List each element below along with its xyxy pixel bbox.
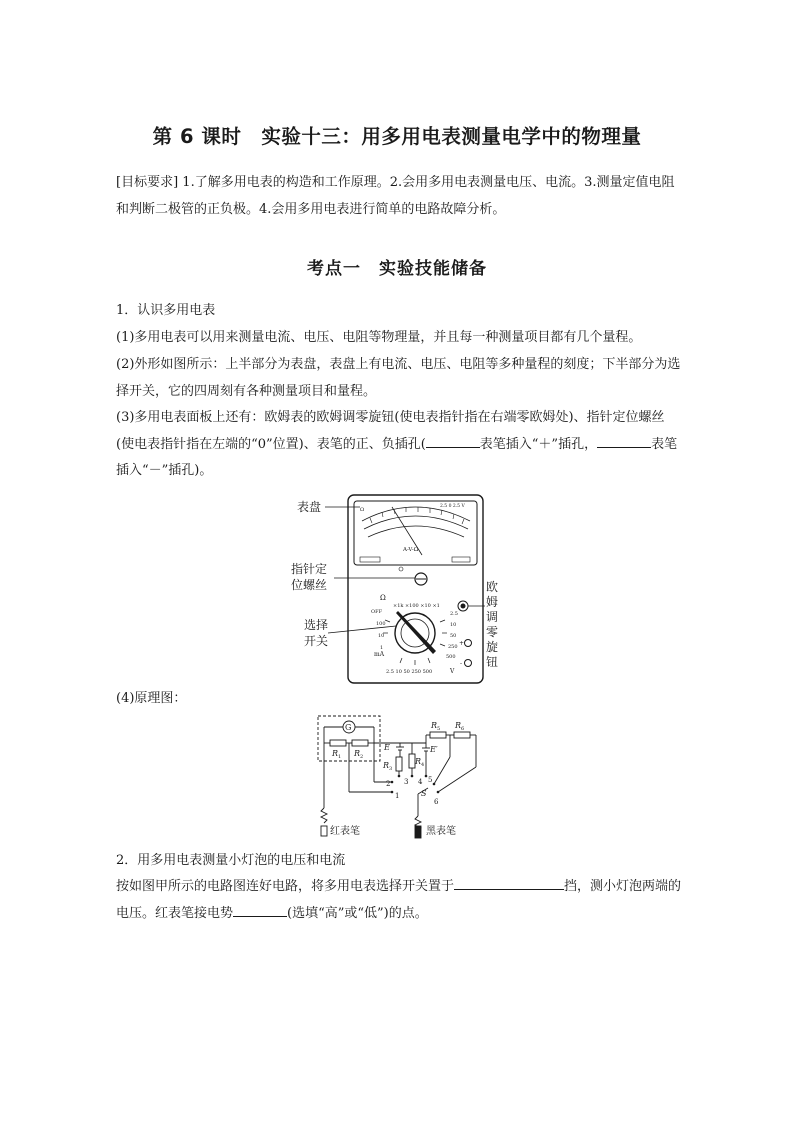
dial-right-label: 2.5 0 2.5 V xyxy=(440,504,465,509)
r6-sub: 6 xyxy=(461,726,465,732)
s2-p1-a: 按如图甲所示的电路图连好电路，将多用电表选择开关置于 xyxy=(116,879,455,894)
goal-paragraph xyxy=(116,170,682,223)
off-label: OFF xyxy=(371,609,383,615)
v-label: V xyxy=(450,668,455,675)
s2-p1-c: (选填“高”或“低”)的点。 xyxy=(287,905,428,921)
page-title: 第 6 课时 实验十三：用多用电表测量电学中的物理量 xyxy=(152,125,642,148)
num-2: 2 xyxy=(386,780,391,788)
black-probe xyxy=(415,826,421,838)
plus-jack xyxy=(465,640,472,647)
label-knob-4: 旋 xyxy=(486,640,499,654)
label-dial: 表盘 xyxy=(297,500,322,514)
circuit-figure xyxy=(310,712,490,840)
minus-label: - xyxy=(460,660,463,667)
r3-sub: 3 xyxy=(389,766,393,772)
label-knob-0: 欧 xyxy=(486,580,499,594)
num-4: 4 xyxy=(418,778,423,786)
s1-p4: (4)原理图： xyxy=(116,691,187,706)
left-scale-1: 1 xyxy=(380,645,384,651)
num-3: 3 xyxy=(404,778,409,786)
resistor-r5 xyxy=(430,732,446,738)
r1-sub: 1 xyxy=(338,754,342,760)
s2-p1-b: 挡，测小灯泡两端的电压。红表笔接电势 xyxy=(116,879,682,921)
num-6: 6 xyxy=(434,798,439,806)
s1-p3-c: 表笔插入“－”插孔)。 xyxy=(116,436,678,478)
r1-label: R xyxy=(332,749,339,758)
meter-dial xyxy=(354,501,477,565)
resistor-r2 xyxy=(352,740,368,746)
g-label: G xyxy=(345,723,352,732)
blank-1 xyxy=(426,433,480,448)
s1-p3 xyxy=(116,405,682,485)
r3-label: R xyxy=(383,761,390,770)
black-probe-label: 黑表笔 xyxy=(426,826,456,837)
bottom-scale: 2.5 10 50 250 500 xyxy=(386,669,433,675)
blank-3 xyxy=(454,875,564,890)
right-scale-1: 2.5 xyxy=(450,611,458,617)
omega-symbol: Ω xyxy=(380,594,386,602)
label-screw-2: 位螺丝 xyxy=(291,578,328,592)
e2-label: E′ xyxy=(430,745,438,754)
s1-p2: (2)外形如图所示：上半部分为表盘，表盘上有电流、电压、电阻等多种量程的刻度；下半部分为选择开关，它的四周刻有各种测量项目和量程。 xyxy=(116,357,681,399)
dial-left-label: Ω xyxy=(360,507,365,513)
goal-text: 1.了解多用电表的构造和工作原理。2.会用多用电表测量电压、电流。3.测量定值电阻和判断二极管的正负极。4.会用多用电表进行简单的电路故障分析。 xyxy=(116,175,675,217)
minus-jack xyxy=(465,660,472,667)
ma-label: mA xyxy=(374,651,385,658)
r4-sub: 4 xyxy=(421,762,425,768)
left-scale-10: 10 xyxy=(378,633,385,639)
label-screw-1: 指针定 xyxy=(291,562,328,576)
goal-label: [目标要求] xyxy=(116,175,179,190)
multimeter-figure xyxy=(290,493,510,688)
r2-label: R xyxy=(354,749,361,758)
label-knob-1: 姆 xyxy=(486,595,499,609)
r6-label: R xyxy=(455,721,462,730)
resistor-r6 xyxy=(454,732,470,738)
s1-p1: (1)多用电表可以用来测量电流、电压、电阻等物理量，并且每一种测量项目都有几个量程。 xyxy=(116,330,642,345)
num-1: 1 xyxy=(395,792,400,800)
blank-4 xyxy=(233,902,287,917)
label-switch-1: 选择 xyxy=(304,618,329,632)
resistor-r1 xyxy=(330,740,346,746)
label-knob-2: 调 xyxy=(486,610,499,624)
s1-p3-a: (3)多用电表面板上还有：欧姆表的欧姆调零旋钮(使电表指针指在右端零欧姆处)、指针定位螺丝(使电表指针指在左端的“0”位置)、表笔的正、负插孔( xyxy=(116,410,665,452)
r5-label: R xyxy=(431,721,438,730)
omega-range-label: ×1k ×100 ×10 ×1 xyxy=(393,603,440,609)
right-scale-2: 10 xyxy=(450,622,457,628)
left-scale-100: 100 xyxy=(376,621,386,627)
r2-sub: 2 xyxy=(360,754,364,760)
s1-p3-b: 表笔插入“＋”插孔， xyxy=(479,436,598,452)
plus-label: + xyxy=(459,640,465,647)
red-probe xyxy=(321,826,327,836)
s2-heading: 2．用多用电表测量小灯泡的电压和电流 xyxy=(116,853,346,868)
r4-label: R xyxy=(415,757,422,766)
label-knob-3: 零 xyxy=(486,625,499,639)
label-switch-2: 开关 xyxy=(304,634,329,648)
right-scale-4: 250 xyxy=(448,644,458,650)
s2-p1 xyxy=(116,874,682,927)
right-scale-3: 50 xyxy=(450,633,457,639)
s-label: S xyxy=(421,789,427,798)
r5-sub: 5 xyxy=(437,726,441,732)
red-probe-label: 红表笔 xyxy=(330,826,360,837)
blank-2 xyxy=(597,433,651,448)
s1-heading: 1．认识多用电表 xyxy=(116,303,216,318)
resistor-r3 xyxy=(396,757,402,771)
e-label: E xyxy=(384,743,390,752)
num-5: 5 xyxy=(428,776,433,784)
right-scale-5: 500 xyxy=(446,654,456,660)
section-title: 考点一 实验技能储备 xyxy=(307,259,487,279)
dial-mid-label: A-V-Ω xyxy=(403,547,419,553)
label-knob-5: 钮 xyxy=(486,655,499,669)
